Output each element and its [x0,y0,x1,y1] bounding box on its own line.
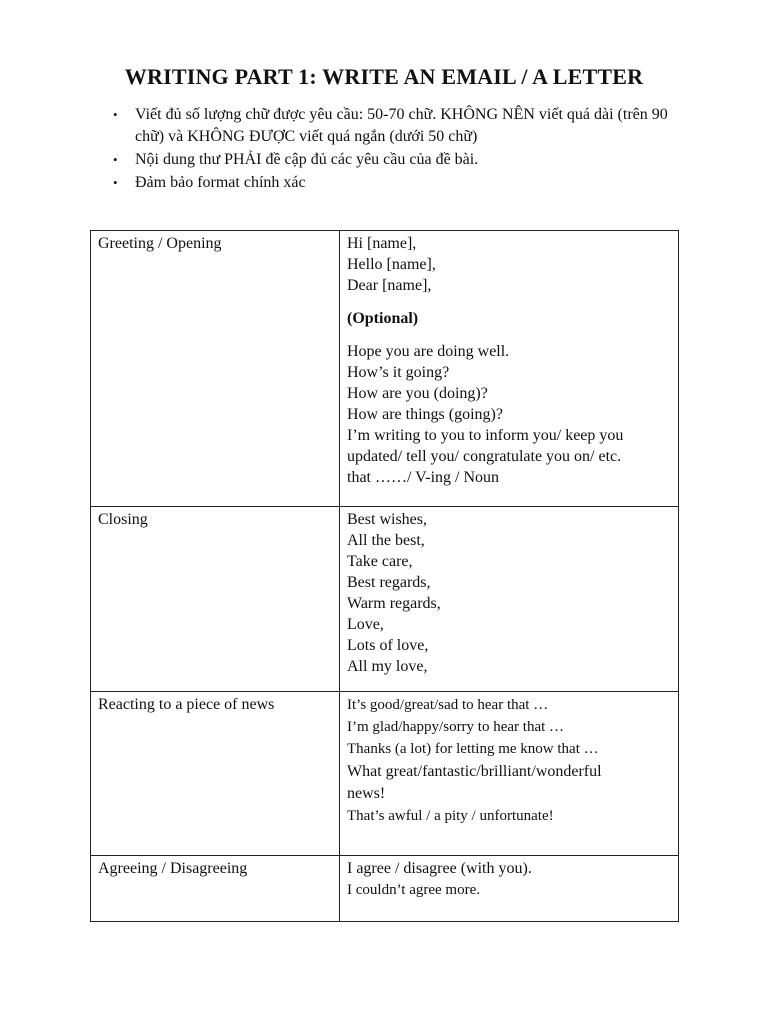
row-label-text: Reacting to a piece of news [98,696,275,713]
row-label-agreeing [91,856,340,922]
table-row [91,231,679,507]
phrase-line: news! [347,785,386,802]
list-item-text: Viết đủ số lượng chữ được yêu cầu: 50-70 chữ. KHÔNG NÊN viết quá dài (trên 90 chữ) và KHÔNG ĐƯỢC viết quá ngắn (dưới 50 chữ) [135,106,668,145]
requirements-list [110,104,690,195]
phrase-line: Dear [name], [347,277,432,294]
bullet-icon: • [113,175,118,190]
phrase-line: Take care, [347,553,413,570]
list-item-text: Đảm bảo format chính xác [135,174,306,191]
phrase-line: It’s good/great/sad to hear that … [347,697,549,713]
table-row [91,692,679,856]
phrase-line: What great/fantastic/brilliant/wonderful [347,763,602,780]
row-content-closing [340,507,679,692]
phrase-line: that ……/ V-ing / Noun [347,469,500,486]
row-content-reacting [340,692,679,856]
phrase-line: How are you (doing)? [347,385,488,402]
phrase-line: How’s it going? [347,364,450,381]
bullet-icon: • [113,152,118,167]
phrase-line: Best regards, [347,574,431,591]
phrase-line: All the best, [347,532,425,549]
optional-label: (Optional) [347,310,419,327]
phrase-line: I couldn’t agree more. [347,882,481,898]
row-label-text: Agreeing / Disagreeing [98,860,248,877]
phrase-line: Hope you are doing well. [347,343,510,360]
row-label-greeting [91,231,340,507]
row-label-text: Closing [98,511,148,528]
table-row [91,507,679,692]
phrase-line: updated/ tell you/ congratulate you on/ etc. [347,448,622,465]
list-item [110,149,690,171]
list-item-text: Nội dung thư PHẢI đề cập đủ các yêu cầu của đề bài. [135,151,479,168]
row-content-greeting [340,231,679,507]
phrase-line: I’m writing to you to inform you/ keep you [347,427,624,444]
phrase-line: Warm regards, [347,595,441,612]
row-label-closing [91,507,340,692]
list-item [110,104,690,148]
phrase-line: Thanks (a lot) for letting me know that … [347,741,599,757]
page-title: WRITING PART 1: WRITE AN EMAIL / A LETTER [124,64,644,89]
phrase-line: Hello [name], [347,256,436,273]
phrase-line: I agree / disagree (with you). [347,860,532,877]
row-label-reacting [91,692,340,856]
phrase-line: How are things (going)? [347,406,503,423]
table-row [91,856,679,922]
phrase-line: Hi [name], [347,235,417,252]
bullet-icon: • [113,107,118,122]
phrase-line: Lots of love, [347,637,429,654]
phrase-line: All my love, [347,658,428,675]
phrase-line: I’m glad/happy/sorry to hear that … [347,719,565,735]
row-label-text: Greeting / Opening [98,235,222,252]
list-item [110,172,690,194]
phrase-line: Best wishes, [347,511,427,528]
phrases-table [90,230,679,922]
row-content-agreeing [340,856,679,922]
phrase-line: Love, [347,616,384,633]
phrase-line: That’s awful / a pity / unfortunate! [347,808,554,824]
